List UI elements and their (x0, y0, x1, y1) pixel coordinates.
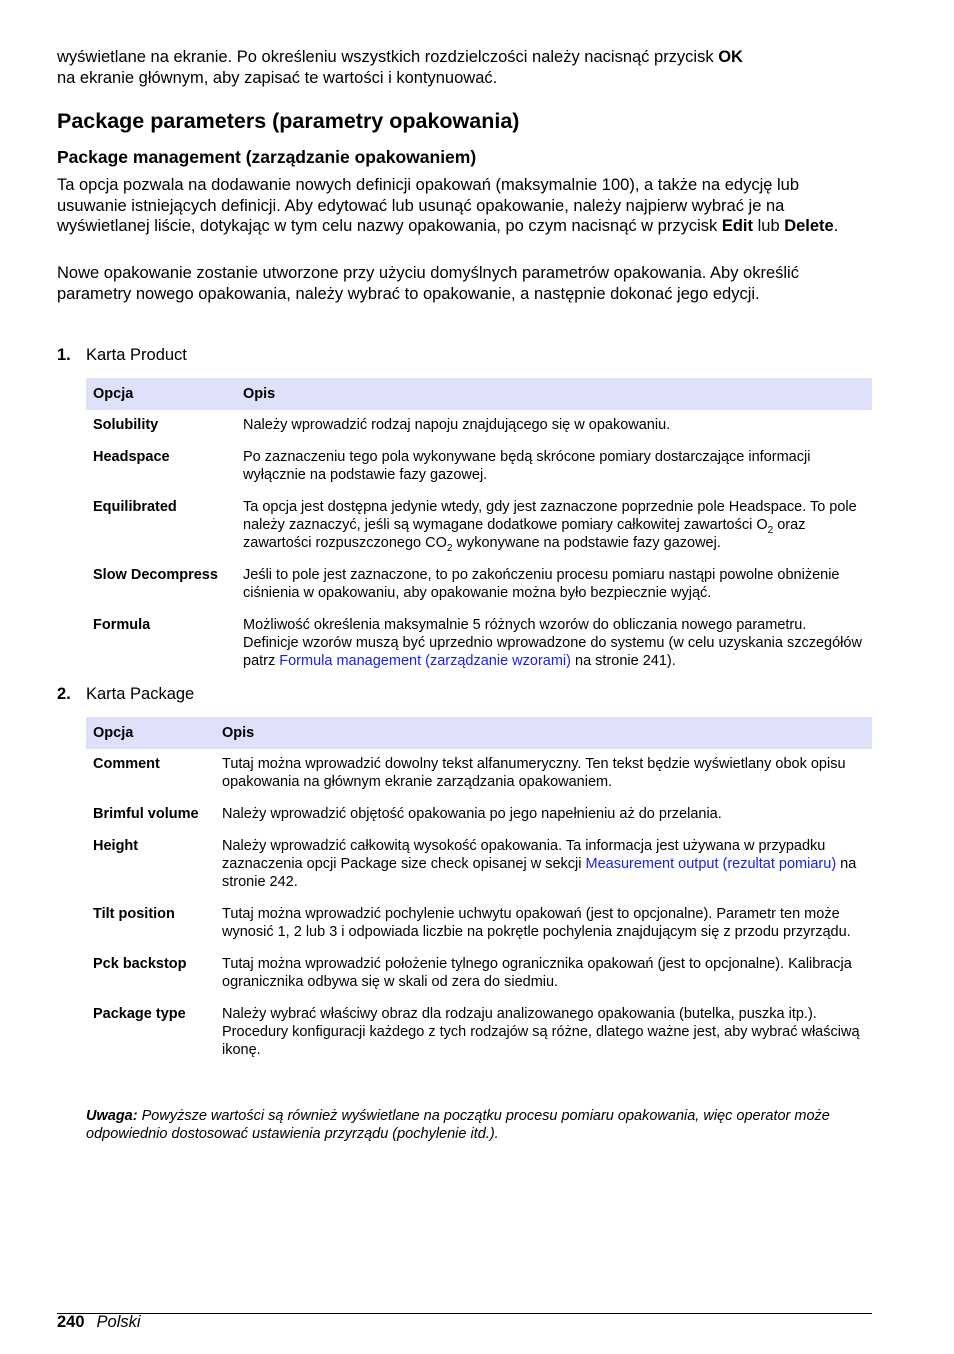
footer-language: Polski (96, 1313, 141, 1331)
option-description (236, 492, 872, 560)
option-name: Height (93, 838, 139, 854)
subscript: 2 (446, 542, 453, 554)
option-name: Headspace (93, 449, 170, 465)
note (86, 1107, 872, 1143)
table-row (86, 749, 872, 799)
desc-part: Należy wprowadzić całkowitą wysokość opakowania. Ta informacja jest używana w przypadku zaznaczenia opcji Package size check opisanej w sekcji (222, 838, 826, 872)
edit-button-reference: Edit (721, 217, 754, 235)
page-number: 240 (57, 1313, 85, 1331)
list-label: Karta Package (86, 685, 195, 703)
desc-part: wykonywane na podstawie fazy gazowej. (452, 535, 721, 551)
table-row (86, 492, 872, 560)
intro-text-continued: na ekranie głównym, aby zapisać te wartości i kontynuować. (57, 68, 498, 87)
table-row (86, 410, 872, 442)
list-number: 1. (57, 346, 71, 364)
option-name: Comment (93, 756, 160, 772)
product-tab-table (86, 378, 872, 678)
option-description: Jeśli to pole jest zaznaczone, to po zakończeniu procesu pomiaru nastąpi powolne obniżenie ciśnienia w opakowaniu, aby opakowanie można było bezpiecznie wyjąć. (243, 567, 840, 601)
desc-part: Możliwość określenia maksymalnie 5 różnych wzorów do obliczania nowego parametru. Definicje wzorów muszą być uprzednio wprowadzone do systemu (w celu uzyskania szczegółów patrz (243, 617, 862, 669)
column-header-option: Opcja (86, 717, 215, 749)
option-name: Brimful volume (93, 806, 199, 822)
delete-button-reference: Delete (784, 217, 834, 235)
table-row (86, 610, 872, 678)
description-paragraph-1 (57, 175, 872, 237)
option-description: Należy wprowadzić objętość opakowania po jego napełnieniu aż do przelania. (222, 806, 722, 822)
desc-part: na stronie 242. (222, 856, 857, 890)
option-name: Solubility (93, 417, 159, 433)
note-label: Uwaga: (86, 1108, 138, 1124)
table-row (86, 799, 872, 831)
option-name: Tilt position (93, 906, 175, 922)
intro-paragraph (57, 47, 872, 88)
subscript: 2 (767, 524, 774, 536)
package-tab-table (86, 717, 872, 1067)
option-description: Tutaj można wprowadzić dowolny tekst alfanumeryczny. Ten tekst będzie wyświetlany obok opisu opakowania na głównym ekranie zarządzania opakowaniem. (222, 756, 846, 790)
option-name: Formula (93, 617, 151, 633)
table-row (86, 899, 872, 949)
table-header-row (86, 378, 872, 410)
table-row (86, 949, 872, 999)
table-row (86, 831, 872, 899)
desc-part: na stronie 241). (571, 653, 676, 669)
option-description: Należy wprowadzić rodzaj napoju znajdującego się w opakowaniu. (243, 417, 671, 433)
column-header-description: Opis (236, 378, 872, 410)
desc-part: Ta opcja jest dostępna jedynie wtedy, gdy jest zaznaczone poprzednie pole Headspace. To pole należy zaznaczyć, jeśli są wymagane dodatkowe pomiary całkowitej zawartości O (243, 499, 857, 533)
desc-part: oraz zawartości rozpuszczonego CO (243, 517, 806, 551)
option-description: Po zaznaczeniu tego pola wykonywane będą skrócone pomiary dostarczające informacji wyłącznie na podstawie fazy gazowej. (243, 449, 811, 483)
desc1-connector: lub (753, 217, 785, 235)
option-name: Package type (93, 1006, 186, 1022)
table-row (86, 999, 872, 1067)
option-description (236, 610, 872, 678)
option-description: Tutaj można wprowadzić położenie tylnego ogranicznika opakowań (jest to opcjonalne). Kalibracja ogranicznika odbywa się w skali od zera do siedmiu. (222, 956, 852, 990)
list-item-package-tab (57, 684, 194, 704)
list-number: 2. (57, 685, 71, 703)
option-description: Należy wybrać właściwy obraz dla rodzaju analizowanego opakowania (butelka, puszka itp.). Procedury konfiguracji każdego z tych rodzajów są różne, dlatego ważne jest, aby wybrać właściwą ikonę. (222, 1006, 860, 1058)
ok-button-reference: OK (718, 48, 743, 66)
option-description (215, 831, 872, 899)
table-row (86, 560, 872, 610)
section-heading: Package parameters (parametry opakowania) (57, 109, 520, 133)
option-name: Slow Decompress (93, 567, 218, 583)
formula-management-link[interactable]: Formula management (zarządzanie wzorami) (279, 653, 571, 669)
option-name: Equilibrated (93, 499, 177, 515)
footer-divider (57, 1313, 872, 1314)
intro-text: wyświetlane na ekranie. Po określeniu wszystkich rozdzielczości należy nacisnąć przycisk (57, 48, 719, 66)
option-name: Pck backstop (93, 956, 187, 972)
table-row (86, 442, 872, 492)
list-item-product-tab (57, 345, 187, 365)
option-description: Tutaj można wprowadzić pochylenie uchwytu opakowań (jest to opcjonalne). Parametr ten może wynosić 1, 2 lub 3 i odpowiada liczbie na pokrętle pochylenia znajdującym się z przodu przyrządu. (222, 906, 851, 940)
column-header-option: Opcja (86, 378, 236, 410)
note-text: Powyższe wartości są również wyświetlane na początku procesu pomiaru opakowania, więc operator może odpowiednio dostosować ustawienia przyrządu (pochylenie itd.). (86, 1108, 830, 1142)
subsection-heading: Package management (zarządzanie opakowaniem) (57, 147, 477, 167)
measurement-output-link[interactable]: Measurement output (rezultat pomiaru) (585, 856, 837, 872)
column-header-description: Opis (215, 717, 872, 749)
desc1-text: Ta opcja pozwala na dodawanie nowych definicji opakowań (maksymalnie 100), a także na edycję lub usuwanie istniejących definicji. Aby edytować lub usunąć opakowanie, należy najpierw wybrać je na wyświetlanej liście, dotykając w tym celu nazwy opakowania, po czym nacisnąć w przycisk (57, 176, 800, 235)
description-paragraph-2: Nowe opakowanie zostanie utworzone przy użyciu domyślnych parametrów opakowania. Aby określić parametry nowego opakowania, należy wybrać to opakowanie, a następnie dokonać jego edycji. (57, 264, 799, 303)
table-header-row (86, 717, 872, 749)
desc1-end: . (833, 217, 839, 235)
list-label: Karta Product (86, 346, 187, 364)
page-footer (57, 1312, 141, 1332)
